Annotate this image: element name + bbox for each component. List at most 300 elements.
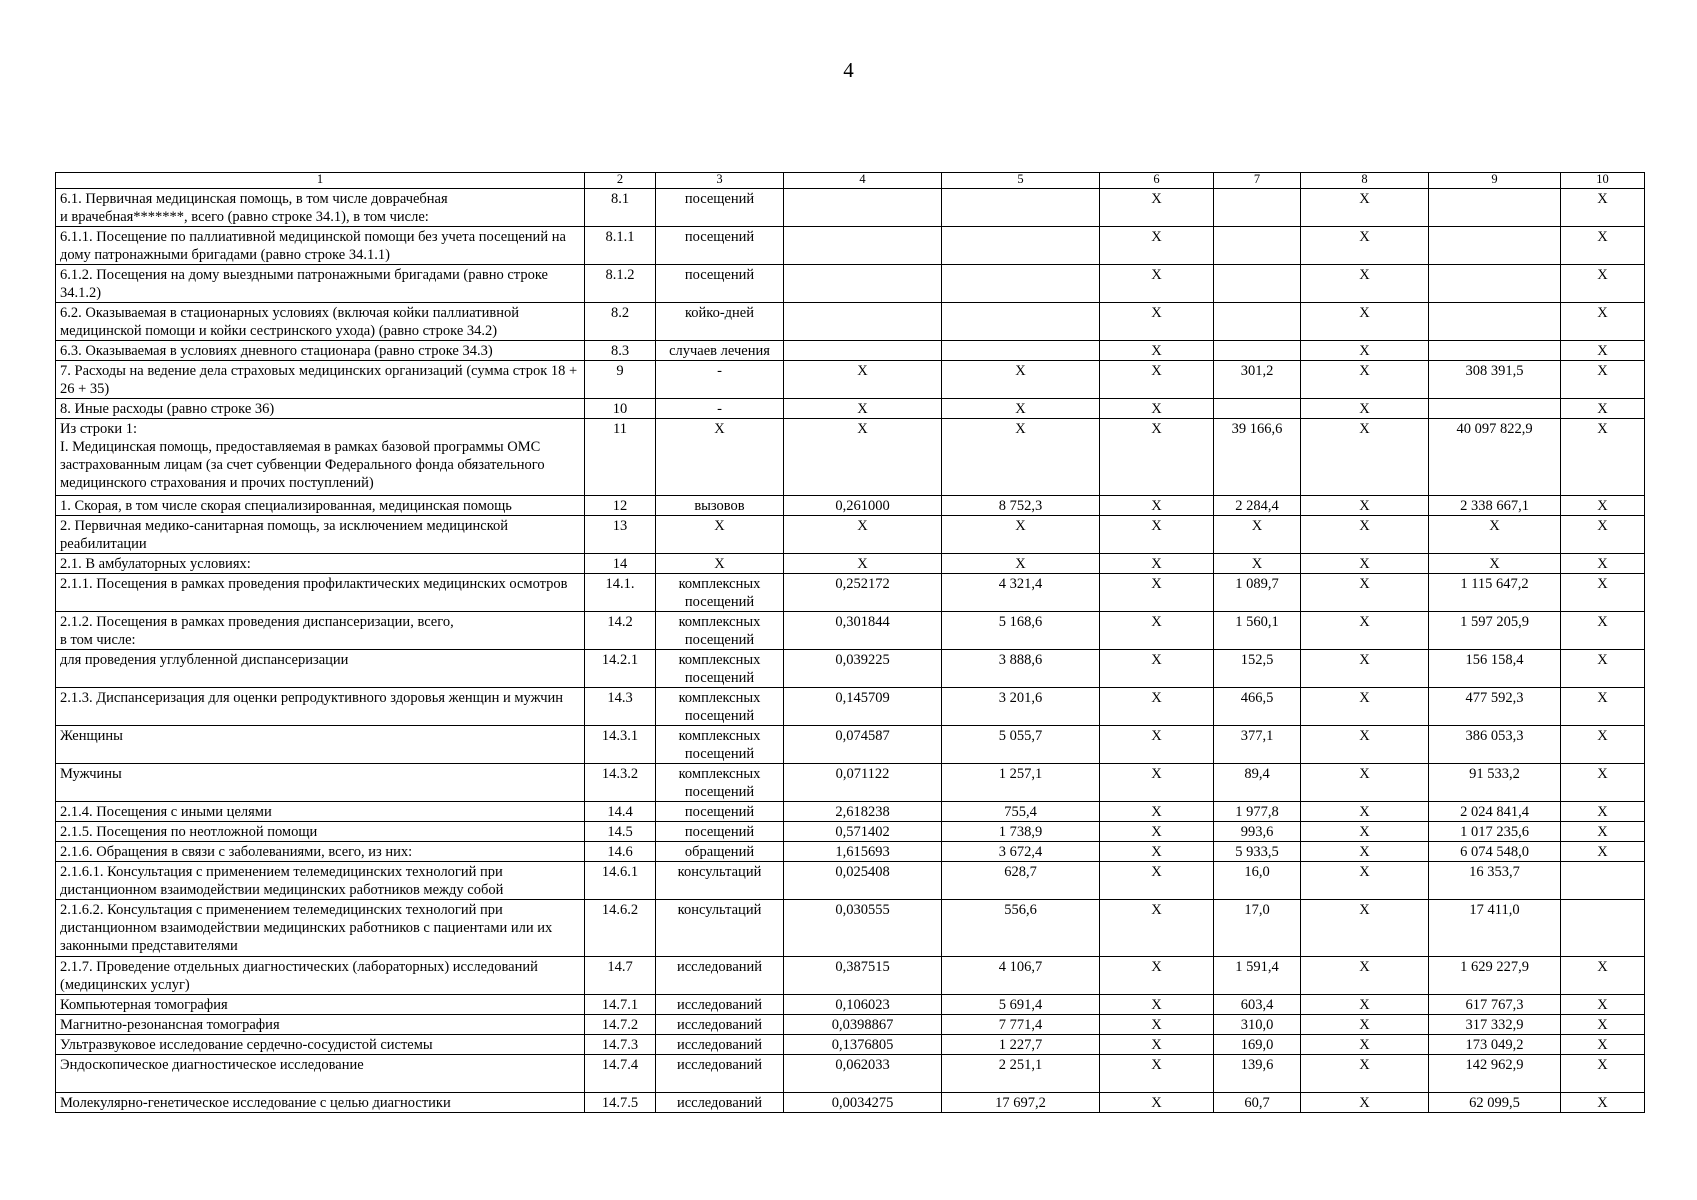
cell-col-8: Х [1301,1035,1429,1055]
cell-name: 2.1.3. Диспансеризация для оценки репродуктивного здоровья женщин и мужчин [56,688,585,726]
cell-col-6: Х [1100,189,1214,227]
cell-unit: консультаций [656,900,784,957]
cell-code: 8.1 [585,189,656,227]
cell-name: 6.2. Оказываемая в стационарных условиях (включая койки паллиативной медицинской помощи и койки сестринского ухода) (равно строке 34.2) [56,303,585,341]
cell-col-4: 0,106023 [784,995,942,1015]
cell-code: 9 [585,361,656,399]
cell-col-5: 2 251,1 [942,1055,1100,1093]
table-row [56,764,1645,802]
table-row [56,189,1645,227]
cell-col-10 [1561,900,1645,957]
cell-col-8: Х [1301,419,1429,496]
cell-col-10: Х [1561,995,1645,1015]
table-row [56,227,1645,265]
table-row [56,1035,1645,1055]
cell-col-4 [784,341,942,361]
cell-col-8: Х [1301,189,1429,227]
cell-code: 8.1.1 [585,227,656,265]
cell-col-7 [1214,227,1301,265]
cell-col-9: 16 353,7 [1429,862,1561,900]
table-row [56,1093,1645,1113]
cell-col-6: Х [1100,822,1214,842]
cell-col-4: Х [784,419,942,496]
cell-name: 2.1.1. Посещения в рамках проведения профилактических медицинских осмотров [56,574,585,612]
cell-col-4: 0,252172 [784,574,942,612]
cell-col-8: Х [1301,900,1429,957]
cell-col-10: Х [1561,1055,1645,1093]
cell-name: для проведения углубленной диспансеризации [56,650,585,688]
cell-col-5: Х [942,399,1100,419]
cell-name: 6.1.1. Посещение по паллиативной медицинской помощи без учета посещений на дому патронажными бригадами (равно строке 34.1.1) [56,227,585,265]
cell-code: 14.7.4 [585,1055,656,1093]
cell-name: 2. Первичная медико-санитарная помощь, за исключением медицинской реабилитации [56,516,585,554]
cell-col-7: 377,1 [1214,726,1301,764]
cell-name: Компьютерная томография [56,995,585,1015]
cell-unit: исследований [656,995,784,1015]
cell-col-9: 142 962,9 [1429,1055,1561,1093]
cell-col-6: Х [1100,612,1214,650]
cell-unit: комплексных посещений [656,574,784,612]
cell-col-6: Х [1100,726,1214,764]
cell-col-4: 0,1376805 [784,1035,942,1055]
cell-col-7: 310,0 [1214,1015,1301,1035]
cell-code: 14.2 [585,612,656,650]
table-row [56,957,1645,995]
cell-name: Мужчины [56,764,585,802]
cell-unit: Х [656,516,784,554]
header-cell-code: 2 [585,173,656,189]
cell-col-5 [942,341,1100,361]
cell-unit: - [656,361,784,399]
cell-code: 13 [585,516,656,554]
table-row [56,995,1645,1015]
table-row [56,1015,1645,1035]
cell-col-5: 3 672,4 [942,842,1100,862]
cell-name: 2.1.2. Посещения в рамках проведения диспансеризации, всего, в том числе: [56,612,585,650]
cell-col-10: Х [1561,227,1645,265]
cell-col-8: Х [1301,554,1429,574]
cell-code: 8.3 [585,341,656,361]
cell-code: 14.7 [585,957,656,995]
cell-unit: комплексных посещений [656,650,784,688]
cell-col-10: Х [1561,399,1645,419]
page-number: 4 [843,58,854,82]
cell-col-6: Х [1100,399,1214,419]
cell-col-5: 556,6 [942,900,1100,957]
table-row [56,554,1645,574]
cell-unit: обращений [656,842,784,862]
table-header-row [56,173,1645,189]
cell-col-8: Х [1301,574,1429,612]
cell-col-4: 0,071122 [784,764,942,802]
cell-unit: комплексных посещений [656,612,784,650]
cell-col-9 [1429,303,1561,341]
cell-name: 2.1.6. Обращения в связи с заболеваниями, всего, из них: [56,842,585,862]
cell-col-7: 1 560,1 [1214,612,1301,650]
header-cell-col-7: 7 [1214,173,1301,189]
cell-name: 2.1.5. Посещения по неотложной помощи [56,822,585,842]
cell-col-6: Х [1100,764,1214,802]
cell-col-7 [1214,303,1301,341]
cell-name: Женщины [56,726,585,764]
cell-unit: комплексных посещений [656,726,784,764]
cell-name: Молекулярно-генетическое исследование с целью диагностики [56,1093,585,1113]
cell-col-6: Х [1100,496,1214,516]
cell-code: 14.7.2 [585,1015,656,1035]
cell-col-10: Х [1561,1015,1645,1035]
header-cell-col-8: 8 [1301,173,1429,189]
cell-col-6: Х [1100,862,1214,900]
cell-col-9 [1429,227,1561,265]
cell-col-4: 2,618238 [784,802,942,822]
cell-col-7: 17,0 [1214,900,1301,957]
cell-unit: посещений [656,802,784,822]
cell-col-9 [1429,399,1561,419]
cell-col-7: 1 591,4 [1214,957,1301,995]
cell-col-10: Х [1561,496,1645,516]
cell-unit: случаев лечения [656,341,784,361]
cell-col-6: Х [1100,574,1214,612]
cell-col-5: Х [942,361,1100,399]
cell-col-5: 8 752,3 [942,496,1100,516]
cell-col-4: 0,145709 [784,688,942,726]
cell-col-6: Х [1100,802,1214,822]
cell-code: 14.3.1 [585,726,656,764]
cell-col-9: 308 391,5 [1429,361,1561,399]
cell-col-6: Х [1100,361,1214,399]
cell-col-9: Х [1429,516,1561,554]
cell-code: 8.1.2 [585,265,656,303]
table-row [56,496,1645,516]
cell-code: 14.7.1 [585,995,656,1015]
cell-unit: койко-дней [656,303,784,341]
cell-col-5: 5 691,4 [942,995,1100,1015]
cell-col-5: 3 888,6 [942,650,1100,688]
cell-col-7: 603,4 [1214,995,1301,1015]
cell-col-4 [784,189,942,227]
table-row [56,341,1645,361]
cell-col-10: Х [1561,554,1645,574]
cell-col-7: 139,6 [1214,1055,1301,1093]
cell-col-6: Х [1100,341,1214,361]
cell-name: Ультразвуковое исследование сердечно-сосудистой системы [56,1035,585,1055]
cell-col-5: 628,7 [942,862,1100,900]
header-cell-col-5: 5 [942,173,1100,189]
cell-col-8: Х [1301,957,1429,995]
cell-col-5: 4 321,4 [942,574,1100,612]
cell-col-8: Х [1301,1093,1429,1113]
cell-col-8: Х [1301,764,1429,802]
cell-col-7: 466,5 [1214,688,1301,726]
cell-code: 14.3 [585,688,656,726]
table-row [56,650,1645,688]
cell-name: 6.3. Оказываемая в условиях дневного стационара (равно строке 34.3) [56,341,585,361]
cell-col-4: Х [784,516,942,554]
cell-col-6: Х [1100,303,1214,341]
cell-col-8: Х [1301,1055,1429,1093]
cell-col-7: 301,2 [1214,361,1301,399]
cell-col-8: Х [1301,822,1429,842]
cell-col-9 [1429,341,1561,361]
cell-unit: вызовов [656,496,784,516]
cell-col-10: Х [1561,189,1645,227]
cell-col-4: 0,074587 [784,726,942,764]
cell-col-9: 1 597 205,9 [1429,612,1561,650]
cell-col-10: Х [1561,842,1645,862]
cell-col-6: Х [1100,1035,1214,1055]
header-cell-col-6: 6 [1100,173,1214,189]
cell-col-8: Х [1301,399,1429,419]
cell-col-6: Х [1100,650,1214,688]
cell-col-7: 39 166,6 [1214,419,1301,496]
cell-col-4: 0,0034275 [784,1093,942,1113]
cell-col-8: Х [1301,303,1429,341]
cell-col-4: 0,571402 [784,822,942,842]
cell-col-9: 40 097 822,9 [1429,419,1561,496]
cell-code: 14.7.3 [585,1035,656,1055]
cell-col-10: Х [1561,650,1645,688]
cell-name: 2.1.6.1. Консультация с применением телемедицинских технологий при дистанционном взаимодействии медицинских работников между собой [56,862,585,900]
cell-col-7: 1 977,8 [1214,802,1301,822]
cell-col-7: 169,0 [1214,1035,1301,1055]
table-row [56,822,1645,842]
cell-col-7 [1214,399,1301,419]
cell-code: 14.4 [585,802,656,822]
cell-col-9: 91 533,2 [1429,764,1561,802]
cell-name: 8. Иные расходы (равно строке 36) [56,399,585,419]
cell-col-8: Х [1301,265,1429,303]
cell-col-4: 0,030555 [784,900,942,957]
cell-col-9 [1429,189,1561,227]
cell-unit: посещений [656,822,784,842]
cell-col-9: 156 158,4 [1429,650,1561,688]
cell-col-6: Х [1100,1093,1214,1113]
cell-col-4: 0,062033 [784,1055,942,1093]
cell-col-10: Х [1561,574,1645,612]
cell-col-7: 16,0 [1214,862,1301,900]
cell-col-7: Х [1214,516,1301,554]
cell-col-6: Х [1100,265,1214,303]
cell-col-8: Х [1301,496,1429,516]
cell-col-5: 5 055,7 [942,726,1100,764]
cell-unit: комплексных посещений [656,764,784,802]
cell-name: Магнитно-резонансная томография [56,1015,585,1035]
cell-col-9: 17 411,0 [1429,900,1561,957]
cell-col-6: Х [1100,516,1214,554]
cell-col-5: 17 697,2 [942,1093,1100,1113]
cell-col-7: 993,6 [1214,822,1301,842]
cell-col-4: 1,615693 [784,842,942,862]
cell-col-9: 1 629 227,9 [1429,957,1561,995]
cell-col-7 [1214,189,1301,227]
cell-col-9: 617 767,3 [1429,995,1561,1015]
cell-col-9: Х [1429,554,1561,574]
cell-code: 14.6.2 [585,900,656,957]
cell-col-8: Х [1301,842,1429,862]
cell-col-6: Х [1100,1015,1214,1035]
cell-col-7: Х [1214,554,1301,574]
cell-col-4 [784,265,942,303]
cell-col-10: Х [1561,612,1645,650]
cell-col-4: 0,301844 [784,612,942,650]
cell-col-5 [942,227,1100,265]
cell-col-10: Х [1561,764,1645,802]
cell-col-9: 2 338 667,1 [1429,496,1561,516]
cell-name: Эндоскопическое диагностическое исследование [56,1055,585,1093]
cell-col-6: Х [1100,227,1214,265]
cell-col-9: 386 053,3 [1429,726,1561,764]
cell-code: 14 [585,554,656,574]
cell-col-10: Х [1561,726,1645,764]
cell-col-10: Х [1561,688,1645,726]
data-table [55,172,1645,1113]
cell-unit: исследований [656,1093,784,1113]
cell-col-10: Х [1561,361,1645,399]
header-cell-name: 1 [56,173,585,189]
cell-col-7: 60,7 [1214,1093,1301,1113]
table-row [56,612,1645,650]
cell-col-7: 152,5 [1214,650,1301,688]
cell-col-10 [1561,862,1645,900]
cell-col-9: 6 074 548,0 [1429,842,1561,862]
cell-unit: - [656,399,784,419]
cell-col-5 [942,265,1100,303]
cell-col-9: 2 024 841,4 [1429,802,1561,822]
cell-col-8: Х [1301,862,1429,900]
cell-col-4: Х [784,361,942,399]
table-row [56,688,1645,726]
table-row [56,303,1645,341]
table-row [56,399,1645,419]
cell-col-5 [942,189,1100,227]
cell-col-5: 1 738,9 [942,822,1100,842]
cell-col-9: 1 017 235,6 [1429,822,1561,842]
cell-col-10: Х [1561,516,1645,554]
table-row [56,802,1645,822]
cell-col-6: Х [1100,688,1214,726]
cell-col-10: Х [1561,1093,1645,1113]
cell-code: 8.2 [585,303,656,341]
cell-name: Из строки 1: I. Медицинская помощь, предоставляемая в рамках базовой программы ОМС застрахованным лицам (за счет субвенции Федерального фонда обязательного медицинского страхования и прочих поступлений) [56,419,585,496]
cell-col-6: Х [1100,900,1214,957]
cell-col-5: 1 227,7 [942,1035,1100,1055]
cell-col-8: Х [1301,802,1429,822]
cell-name: 2.1. В амбулаторных условиях: [56,554,585,574]
cell-code: 14.3.2 [585,764,656,802]
cell-col-9: 173 049,2 [1429,1035,1561,1055]
cell-col-5: 3 201,6 [942,688,1100,726]
cell-code: 11 [585,419,656,496]
table-row [56,862,1645,900]
cell-name: 7. Расходы на ведение дела страховых медицинских организаций (сумма строк 18 + 26 + 35) [56,361,585,399]
cell-col-5: 4 106,7 [942,957,1100,995]
cell-col-9: 1 115 647,2 [1429,574,1561,612]
cell-code: 10 [585,399,656,419]
cell-col-10: Х [1561,802,1645,822]
cell-unit: Х [656,554,784,574]
cell-col-10: Х [1561,341,1645,361]
cell-col-8: Х [1301,650,1429,688]
cell-name: 2.1.7. Проведение отдельных диагностических (лабораторных) исследований (медицинских услуг) [56,957,585,995]
cell-col-10: Х [1561,957,1645,995]
cell-col-6: Х [1100,1055,1214,1093]
cell-col-7: 1 089,7 [1214,574,1301,612]
cell-col-8: Х [1301,1015,1429,1035]
cell-name: 6.1. Первичная медицинская помощь, в том числе доврачебная и врачебная*******, всего (равно строке 34.1), в том числе: [56,189,585,227]
table-row [56,574,1645,612]
header-cell-unit: 3 [656,173,784,189]
cell-col-10: Х [1561,419,1645,496]
cell-col-9: 62 099,5 [1429,1093,1561,1113]
cell-col-8: Х [1301,688,1429,726]
cell-unit: Х [656,419,784,496]
table-row [56,726,1645,764]
cell-col-5: 5 168,6 [942,612,1100,650]
cell-col-4: 0,025408 [784,862,942,900]
cell-col-10: Х [1561,265,1645,303]
cell-unit: исследований [656,1035,784,1055]
cell-unit: комплексных посещений [656,688,784,726]
cell-col-6: Х [1100,419,1214,496]
table-row [56,265,1645,303]
cell-code: 12 [585,496,656,516]
cell-unit: посещений [656,189,784,227]
cell-name: 6.1.2. Посещения на дому выездными патронажными бригадами (равно строке 34.1.2) [56,265,585,303]
cell-col-4: 0,0398867 [784,1015,942,1035]
cell-code: 14.7.5 [585,1093,656,1113]
table-body [56,173,1645,1113]
cell-col-4 [784,303,942,341]
cell-col-5: 1 257,1 [942,764,1100,802]
cell-col-8: Х [1301,227,1429,265]
cell-col-6: Х [1100,957,1214,995]
cell-col-4: 0,261000 [784,496,942,516]
cell-code: 14.1. [585,574,656,612]
cell-col-8: Х [1301,612,1429,650]
header-cell-col-10: 10 [1561,173,1645,189]
header-cell-col-4: 4 [784,173,942,189]
cell-col-6: Х [1100,995,1214,1015]
cell-col-5: Х [942,554,1100,574]
cell-col-5: 7 771,4 [942,1015,1100,1035]
cell-col-6: Х [1100,842,1214,862]
cell-col-7 [1214,341,1301,361]
cell-col-8: Х [1301,361,1429,399]
table-row [56,900,1645,957]
cell-col-4: 0,387515 [784,957,942,995]
cell-code: 14.2.1 [585,650,656,688]
cell-col-4: Х [784,554,942,574]
cell-col-5: Х [942,516,1100,554]
cell-col-9: 477 592,3 [1429,688,1561,726]
cell-code: 14.6.1 [585,862,656,900]
cell-col-7: 89,4 [1214,764,1301,802]
cell-unit: исследований [656,1055,784,1093]
cell-col-8: Х [1301,516,1429,554]
table-row [56,361,1645,399]
cell-col-4: 0,039225 [784,650,942,688]
cell-unit: посещений [656,265,784,303]
cell-name: 2.1.4. Посещения с иными целями [56,802,585,822]
cell-col-10: Х [1561,303,1645,341]
table-row [56,516,1645,554]
cell-col-9: 317 332,9 [1429,1015,1561,1035]
table-row [56,1055,1645,1093]
header-cell-col-9: 9 [1429,173,1561,189]
table-row [56,419,1645,496]
cell-col-5: Х [942,419,1100,496]
cell-col-7: 2 284,4 [1214,496,1301,516]
